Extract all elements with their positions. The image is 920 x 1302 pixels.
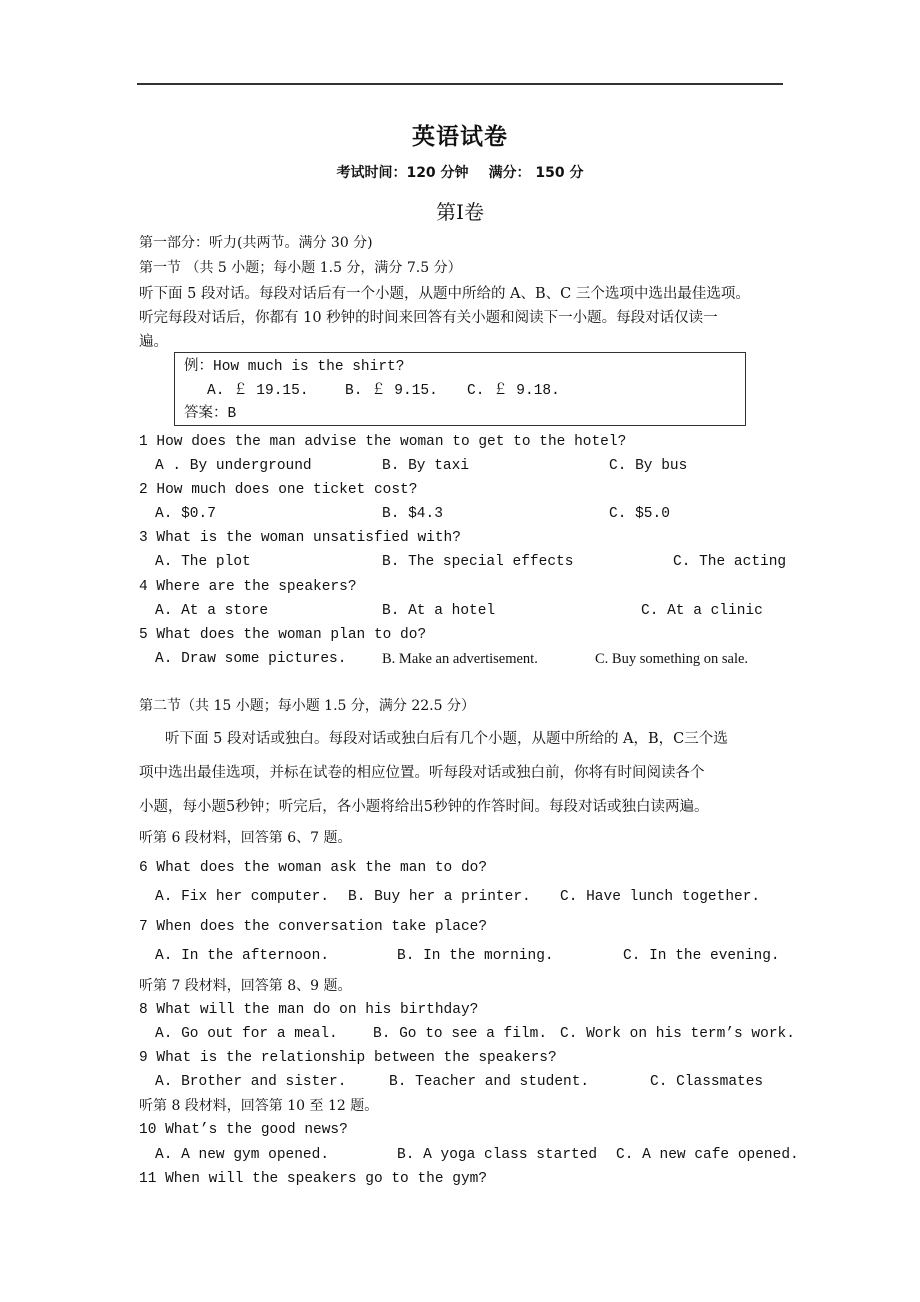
question-4: 4 Where are the speakers? [139, 579, 357, 595]
question-7: 7 When does the conversation take place? [139, 919, 488, 935]
q2-option-a: A. $0.7 [155, 506, 216, 522]
q9-option-a: A. Brother and sister. [155, 1074, 347, 1090]
instruction-line: 项中选出最佳选项，并标在试卷的相应位置。听每段对话或独白前，你将有时间阅读各个 [139, 765, 705, 781]
q1-option-c: C. By bus [609, 458, 688, 474]
part1-heading: 第一部分：听力(共两节。满分 30 分) [139, 235, 373, 251]
q7-option-a: A. In the afternoon. [155, 948, 330, 964]
exam-time: 考试时间：120 分钟 [336, 165, 469, 181]
q7-option-b: B. In the morning. [397, 948, 554, 964]
q5-option-b: B. Make an advertisement. [382, 651, 538, 667]
q8-option-b: B. Go to see a film. [373, 1026, 548, 1042]
q10-option-a: A. A new gym opened. [155, 1147, 330, 1163]
q4-option-b: B. At a hotel [382, 603, 496, 619]
q8-option-a: A. Go out for a meal. [155, 1026, 338, 1042]
instruction-line: 小题，每小题5秒钟；听完后，各小题将给出5秒钟的作答时间。每段对话或独白读两遍。 [139, 799, 709, 815]
section2-heading: 第二节（共 15 小题；每小题 1.5 分，满分 22.5 分） [139, 698, 475, 714]
question-5: 5 What does the woman plan to do? [139, 627, 427, 643]
group-label-6: 听第 6 段材料，回答第 6、7 题。 [139, 830, 352, 846]
example-answer: 答案：B [184, 406, 237, 422]
q1-option-a: A . By underground [155, 458, 312, 474]
question-6: 6 What does the woman ask the man to do? [139, 860, 488, 876]
q5-option-c: C. Buy something on sale. [595, 651, 749, 667]
question-3: 3 What is the woman unsatisfied with? [139, 530, 461, 546]
question-9: 9 What is the relationship between the speakers? [139, 1050, 557, 1066]
example-option-b: B. ￡ 9.15. [345, 383, 438, 399]
full-score: 满分： 150 分 [488, 165, 584, 181]
q9-option-b: B. Teacher and student. [389, 1074, 590, 1090]
q8-option-c: C. Work on his term’s work. [560, 1026, 795, 1042]
q2-option-b: B. $4.3 [382, 506, 443, 522]
example-option-c: C. ￡ 9.18. [467, 383, 560, 399]
volume-heading: 第Ⅰ卷 [436, 200, 484, 224]
instruction-line: 听下面 5 段对话或独白。每段对话或独白后有几个小题，从题中所给的 A，B，C三个选 [165, 731, 728, 747]
question-1: 1 How does the man advise the woman to get to the hotel? [139, 434, 627, 450]
question-8: 8 What will the man do on his birthday? [139, 1002, 479, 1018]
question-11: 11 When will the speakers go to the gym? [139, 1171, 488, 1187]
q7-option-c: C. In the evening. [623, 948, 780, 964]
section1-heading: 第一节 （共 5 小题；每小题 1.5 分，满分 7.5 分） [139, 260, 462, 276]
section2-instructions [139, 722, 785, 824]
group-label-8: 听第 8 段材料，回答第 10 至 12 题。 [139, 1098, 379, 1114]
q3-option-c: C. The acting [673, 554, 787, 570]
exam-title: 英语试卷 [412, 124, 508, 150]
header-rule [137, 83, 783, 85]
q1-option-b: B. By taxi [382, 458, 470, 474]
example-option-a: A. ￡ 19.15. [207, 383, 309, 399]
q3-option-a: A. The plot [155, 554, 251, 570]
exam-meta [0, 162, 920, 182]
group-label-7: 听第 7 段材料，回答第 8、9 题。 [139, 978, 352, 994]
q10-option-c: C. A new cafe opened. [616, 1147, 799, 1163]
instruction-line: 听完每段对话后，你都有 10 秒钟的时间来回答有关小题和阅读下一小题。每段对话仅读一 [139, 310, 718, 326]
q9-option-c: C. Classmates [650, 1074, 764, 1090]
q2-option-c: C. $5.0 [609, 506, 670, 522]
q6-option-a: A. Fix her computer. [155, 889, 330, 905]
q6-option-b: B. Buy her a printer. [348, 889, 531, 905]
q10-option-b: B. A yoga class started [397, 1147, 598, 1163]
instruction-line: 遍。 [139, 334, 168, 350]
example-box [174, 352, 746, 426]
q4-option-c: C. At a clinic [641, 603, 763, 619]
q5-option-a: A. Draw some pictures. [155, 651, 347, 667]
instruction-line: 听下面 5 段对话。每段对话后有一个小题，从题中所给的 A、B、C 三个选项中选出最佳选项。 [139, 286, 750, 302]
q3-option-b: B. The special effects [382, 554, 574, 570]
example-question: 例：How much is the shirt? [184, 359, 405, 375]
question-2: 2 How much does one ticket cost? [139, 482, 418, 498]
question-10: 10 What’s the good news? [139, 1122, 348, 1138]
q6-option-c: C. Have lunch together. [560, 889, 761, 905]
section1-instructions [139, 282, 785, 354]
q4-option-a: A. At a store [155, 603, 269, 619]
